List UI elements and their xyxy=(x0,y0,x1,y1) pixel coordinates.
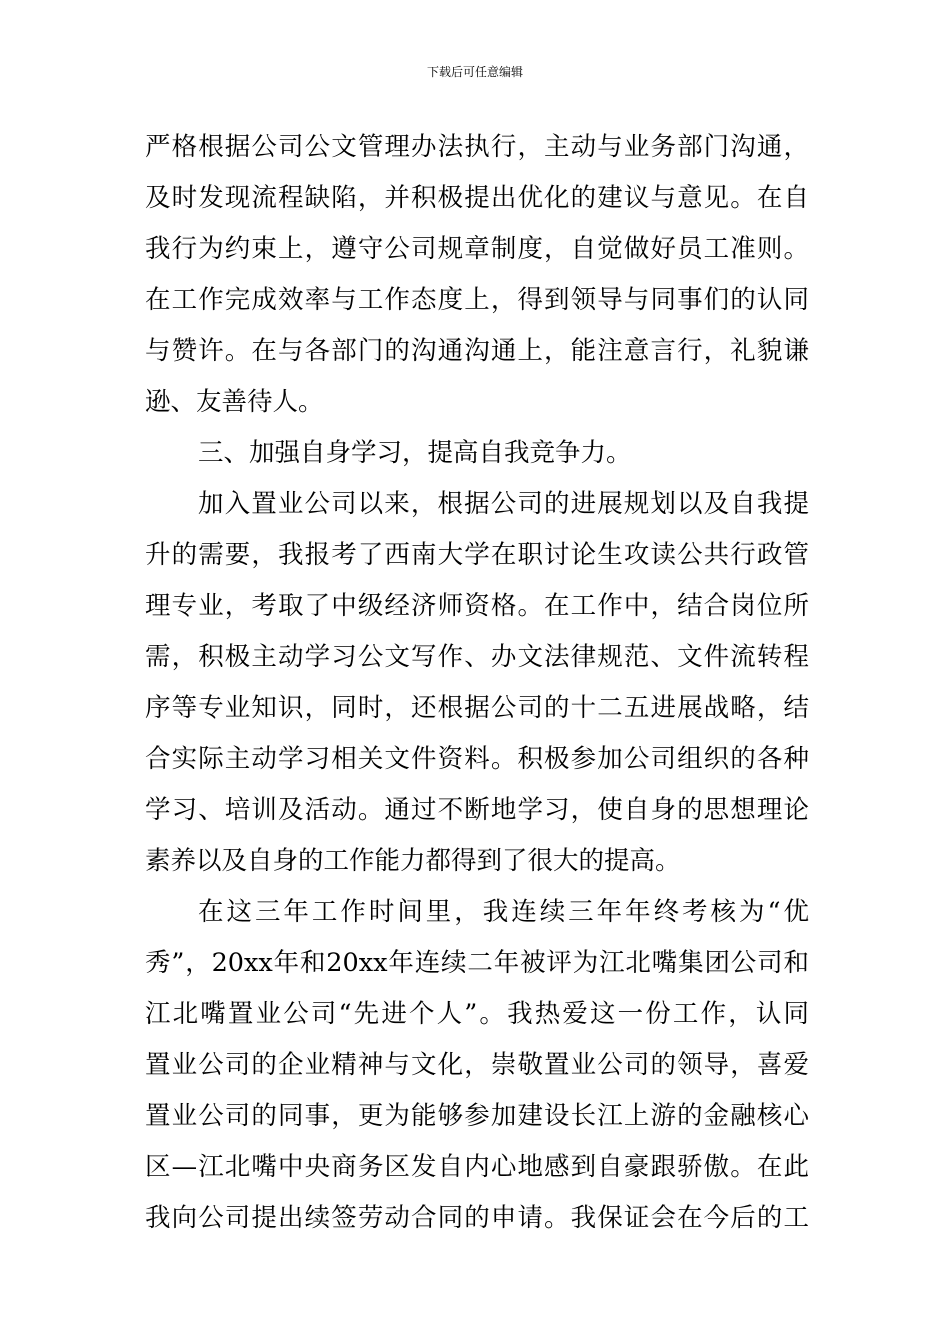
body-line: 区—江北嘴中央商务区发自内心地感到自豪跟骄傲。在此 xyxy=(145,1152,809,1182)
body-line: 我行为约束上，遵守公司规章制度，自觉做好员工准则。 xyxy=(145,234,809,264)
page-header: 下载后可任意编辑 xyxy=(426,65,523,79)
document-body xyxy=(145,122,809,1244)
body-line: 合实际主动学习相关文件资料。积极参加公司组织的各种 xyxy=(145,744,809,774)
body-line: 置业公司的同事，更为能够参加建设长江上游的金融核心 xyxy=(145,1101,809,1131)
body-line: 逊、友善待人。 xyxy=(145,387,324,417)
body-line: 江北嘴置业公司“先进个人”。我热爱这一份工作，认同 xyxy=(145,999,809,1029)
body-line: 及时发现流程缺陷，并积极提出优化的建议与意见。在自 xyxy=(145,183,809,213)
body-line: 理专业，考取了中级经济师资格。在工作中，结合岗位所 xyxy=(145,591,809,621)
body-line: 需，积极主动学习公文写作、办文法律规范、文件流转程 xyxy=(145,642,809,672)
body-line: 与赞许。在与各部门的沟通沟通上，能注意言行，礼貌谦 xyxy=(145,336,809,366)
body-line: 严格根据公司公文管理办法执行，主动与业务部门沟通， xyxy=(145,132,809,162)
body-line: 在工作完成效率与工作态度上，得到领导与同事们的认同 xyxy=(145,285,809,315)
section-heading: 三、加强自身学习，提高自我竞争力。 xyxy=(198,438,632,468)
body-line: 升的需要，我报考了西南大学在职讨论生攻读公共行政管 xyxy=(145,540,809,570)
body-line: 我向公司提出续签劳动合同的申请。我保证会在今后的工 xyxy=(145,1203,809,1233)
body-line: 置业公司的企业精神与文化，崇敬置业公司的领导，喜爱 xyxy=(145,1050,809,1080)
body-line: 在这三年工作时间里，我连续三年年终考核为“优 xyxy=(198,897,809,927)
body-line: 序等专业知识，同时，还根据公司的十二五进展战略，结 xyxy=(145,693,809,723)
body-line: 加入置业公司以来，根据公司的进展规划以及自我提 xyxy=(198,489,809,519)
body-line: 素养以及自身的工作能力都得到了很大的提高。 xyxy=(145,846,681,876)
body-line: 秀”，20xx年和20xx年连续二年被评为江北嘴集团公司和 xyxy=(145,948,809,978)
body-line: 学习、培训及活动。通过不断地学习，使自身的思想理论 xyxy=(145,795,809,825)
